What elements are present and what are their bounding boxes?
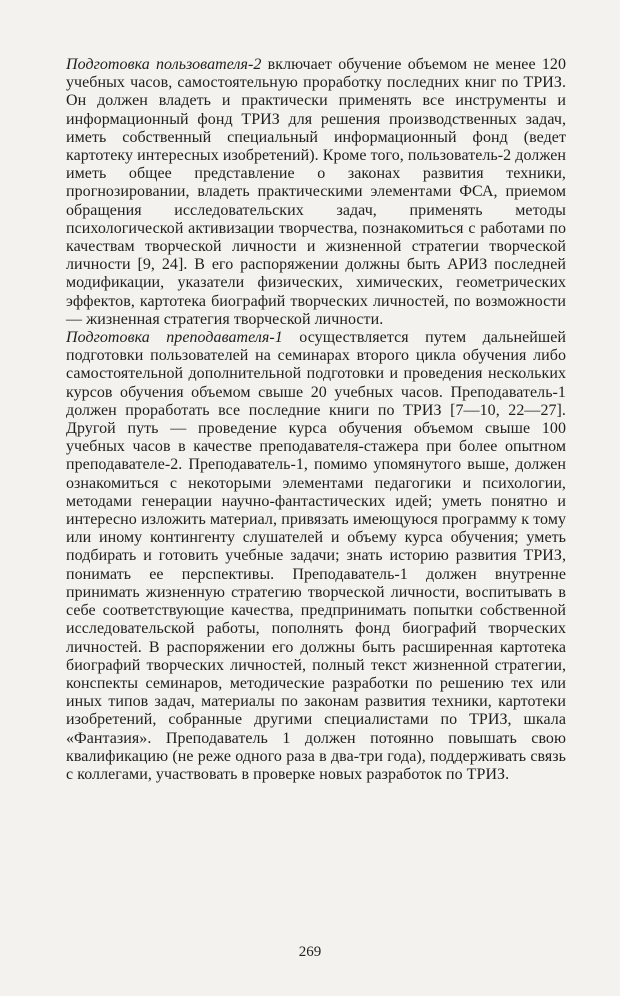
paragraph-user-2 xyxy=(66,56,566,329)
paragraph-lead-user-2: Подготовка пользователя-2 xyxy=(66,56,262,73)
paragraph-lead-teacher-1: Подготовка преподавателя-1 xyxy=(66,329,283,347)
paragraph-text-user-2: включает обучение объемом не менее 120 учебных часов, самостоятельную проработку последних книг по ТРИЗ. Он должен владеть и практически применять все инструменты и информационный фонд ТРИЗ для решения производственных задач, иметь собственный специальный информационный фонд (ведет картотеку интересных изобретений). Кроме того, пользователь-2 должен иметь общее представление о законах развития техники, прогнозировании, владеть практическими элементами ФСА, приемом обращения исследовательских задач, применять методы психологической активизации творчества, познакомиться с работами по качествам творческой личности и жизненной стратегии творческой личности [9, 24]. В его распоряжении должны быть АРИЗ последней модификации, указатели физических, химических, геометрических эффектов, картотека биографий творческих личностей, по возможности — жизненная стратегия творческой личности. xyxy=(66,56,566,328)
page-body xyxy=(66,56,566,784)
page-number: 269 xyxy=(298,944,322,960)
paragraph-teacher-1 xyxy=(66,329,566,784)
paragraph-text-teacher-1: осуществляется путем дальнейшей подготовки пользователей на семинарах второго цикла обучения либо самостоятельной дополнительной подготовки и проведения нескольких курсов обучения объемом свыше 20 учебных часов. Преподаватель-1 должен проработать все последние книги по ТРИЗ [7—10, 22—27]. Другой путь — проведение курса обучения объемом свыше 100 учебных часов в качестве преподавателя-стажера при более опытном преподавателе-2. Преподаватель-1, помимо упомянутого выше, должен ознакомиться с некоторыми элементами педагогики и психологии, методами генерации научно-фантастических идей; уметь понятно и интересно изложить материал, привязать имеющуюся программу к тому или иному контингенту слушателей и объему курса обучения; уметь подбирать и готовить учебные задачи; знать историю развития ТРИЗ, понимать ее перспективы. Преподаватель-1 должен внутренне принимать жизненную стратегию творческой личности, воспитывать в себе соответствующие качества, предпринимать попытки собственной исследовательской работы, пополнять фонд биографий творческих личностей. В распоряжении его должны быть расширенная картотека биографий творческих личностей, полный текст жизненной стратегии, конспекты семинаров, методические разработки по решению тех или иных типов задач, материалы по законам развития техники, картотеки изобретений, собранные другими специалистами по ТРИЗ, шкала «Фантазия». Преподаватель 1 должен потоянно повышать свою квалификацию (не реже одного раза в два-три года), поддерживать связь с коллегами, участвовать в проверке новых разработок по ТРИЗ. xyxy=(66,329,566,783)
